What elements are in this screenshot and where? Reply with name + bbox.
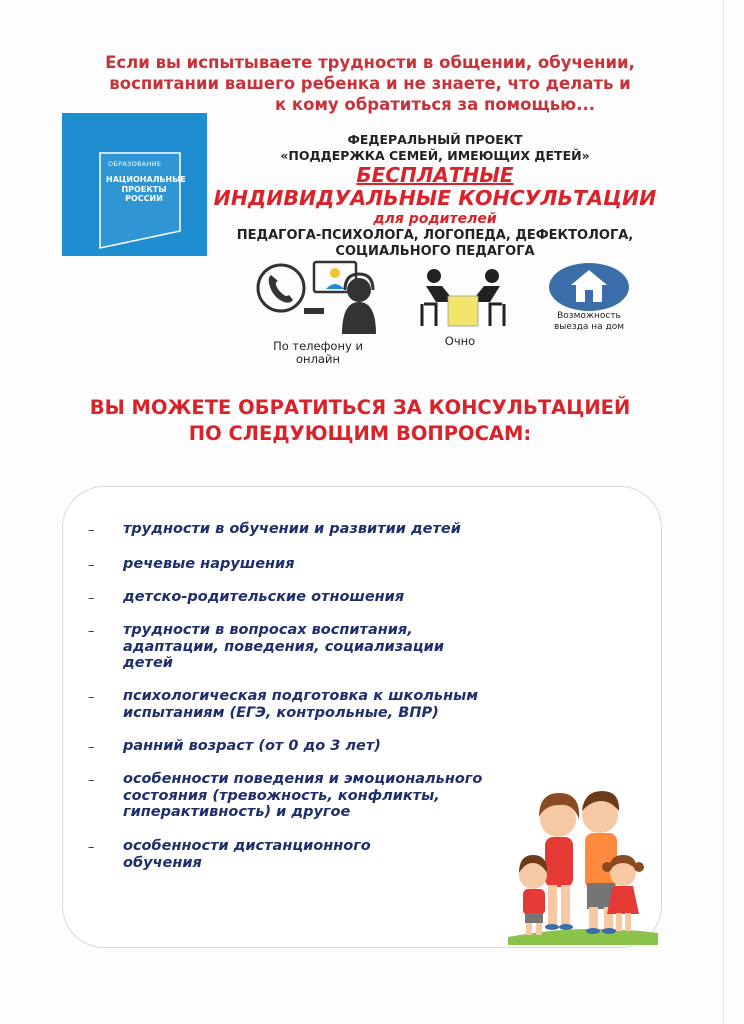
topic-line: особенности дистанционного — [123, 838, 371, 854]
topic-text — [123, 589, 548, 606]
list-dash: – — [88, 523, 95, 538]
specialists-line: СОЦИАЛЬНОГО ПЕДАГОГА — [335, 244, 535, 259]
topic-text — [123, 771, 548, 821]
family-illustration-icon — [503, 787, 663, 947]
topic-line: испытаниям (ЕГЭ, контрольные, ВПР) — [123, 704, 439, 721]
free-label: БЕСПЛАТНЫЕ — [356, 163, 514, 187]
topic-line: детско-родительские отношения — [123, 589, 405, 605]
logo-line: РОССИИ — [125, 194, 163, 203]
logo-line: НАЦИОНАЛЬНЫЕ — [106, 175, 186, 184]
heading-line: ВЫ МОЖЕТЕ ОБРАТИТЬСЯ ЗА КОНСУЛЬТАЦИЕЙ — [89, 396, 631, 419]
topic-line: речевые нарушения — [123, 556, 295, 572]
topic-line: трудности в вопросах воспитания, — [123, 622, 413, 638]
topic-text — [123, 688, 548, 721]
topic-line: особенности поведения и эмоционального — [123, 771, 483, 787]
topic-line: психологическая подготовка к школьным — [123, 688, 479, 704]
topic-line: гиперактивность) и другое — [123, 804, 351, 820]
specialists-line: ПЕДАГОГА-ПСИХОЛОГА, ЛОГОПЕДА, ДЕФЕКТОЛОГА, — [236, 228, 634, 243]
logo-main-text — [106, 175, 186, 204]
project-title-line: ФЕДЕРАЛЬНЫЙ ПРОЕКТ — [347, 132, 523, 147]
scan-edge-line — [723, 0, 724, 1024]
list-dash: – — [88, 773, 95, 788]
logo-line: ПРОЕКТЫ — [121, 184, 167, 194]
topic-line: детей — [123, 655, 173, 671]
topic-line: состояния (тревожность, конфликты, — [123, 787, 440, 804]
topic-line: обучения — [123, 854, 202, 871]
section-heading — [40, 395, 680, 447]
national-projects-logo — [62, 113, 207, 256]
list-dash: – — [88, 690, 95, 705]
list-dash: – — [88, 558, 95, 573]
individual-consultations-label: ИНДИВИДУАЛЬНЫЕ КОНСУЛЬТАЦИИ — [213, 186, 657, 210]
topic-text — [123, 738, 548, 755]
list-dash: – — [88, 591, 95, 606]
house-icon — [547, 262, 631, 312]
intro-line: к кому обратиться за помощью... — [274, 95, 596, 114]
topic-line: трудности в обучении и развитии детей — [123, 521, 461, 537]
topic-text — [123, 521, 548, 538]
meeting-table-icon — [418, 268, 508, 330]
list-dash: – — [88, 624, 95, 639]
list-dash: – — [88, 840, 95, 855]
online-consultant-icon — [304, 262, 376, 334]
topic-text — [123, 556, 548, 573]
intro-line: Если вы испытываете трудности в общении, обучении, — [105, 53, 635, 72]
intro-line: воспитании вашего ребенка и не знаете, что делать и — [109, 74, 631, 93]
project-block — [210, 132, 660, 260]
heading-line: ПО СЛЕДУЮЩИМ ВОПРОСАМ: — [188, 422, 532, 445]
caption-line: выезда на дом — [553, 322, 625, 332]
project-title-line: «ПОДДЕРЖКА СЕМЕЙ, ИМЕЮЩИХ ДЕТЕЙ» — [280, 148, 590, 163]
phone-online-caption — [258, 340, 378, 366]
topic-line: адаптации, поведения, социализации — [123, 638, 444, 655]
phone-online-icons — [254, 258, 388, 334]
topic-text — [123, 622, 548, 672]
phone-icon — [258, 265, 304, 311]
intro-text — [60, 52, 680, 115]
topic-text — [123, 838, 548, 871]
in-person-caption: Очно — [444, 334, 476, 348]
home-visit-caption — [543, 311, 635, 333]
for-parents-label: для родителей — [373, 211, 497, 227]
caption-line: По телефону и — [273, 339, 363, 353]
topic-line: ранний возраст (от 0 до 3 лет) — [123, 738, 381, 754]
caption-line: онлайн — [296, 352, 340, 366]
logo-small-text: ОБРАЗОВАНИЕ — [108, 160, 162, 168]
caption-line: Возможность — [557, 311, 621, 321]
list-dash: – — [88, 740, 95, 755]
